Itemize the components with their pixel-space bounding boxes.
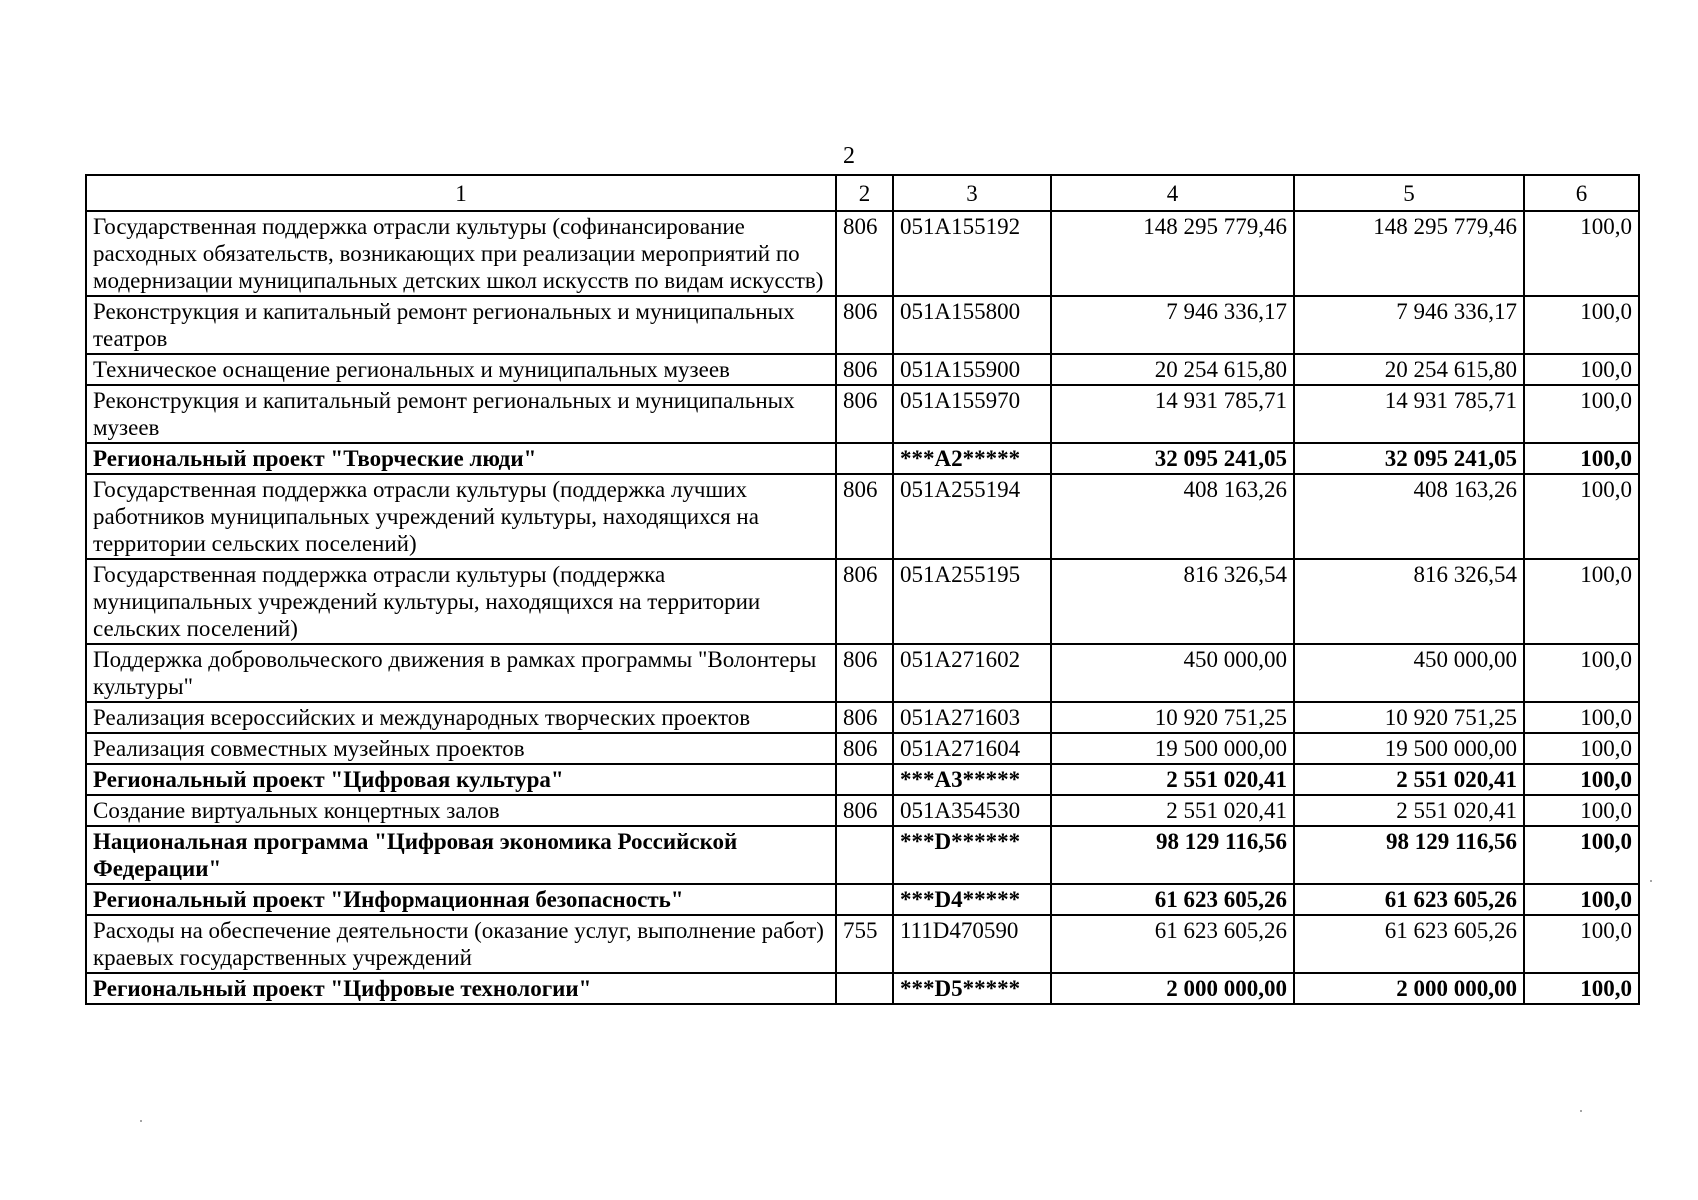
row-amount-plan-cell: 2 000 000,00 [1051, 973, 1294, 1004]
row-name-cell: Государственная поддержка отрасли культуры (поддержка муниципальных учреждений культуры, находящихся на территории сельских поселений) [86, 559, 836, 644]
row-name-cell: Создание виртуальных концертных залов [86, 795, 836, 826]
header-col-5: 5 [1294, 175, 1524, 211]
row-name-cell: Реконструкция и капитальный ремонт региональных и муниципальных музеев [86, 385, 836, 443]
row-amount-fact-cell: 20 254 615,80 [1294, 354, 1524, 385]
table-row [86, 702, 1639, 733]
row-code-cell: 806 [836, 702, 893, 733]
table-row [86, 764, 1639, 795]
row-target-code-cell: 111D470590 [893, 915, 1051, 973]
header-col-3: 3 [893, 175, 1051, 211]
scan-speck [1580, 1110, 1582, 1112]
row-percent-cell: 100,0 [1524, 884, 1639, 915]
row-amount-fact-cell: 19 500 000,00 [1294, 733, 1524, 764]
row-name-cell: Реконструкция и капитальный ремонт региональных и муниципальных театров [86, 296, 836, 354]
row-code-cell: 806 [836, 385, 893, 443]
row-amount-plan-cell: 32 095 241,05 [1051, 443, 1294, 474]
table-row [86, 559, 1639, 644]
row-amount-plan-cell: 816 326,54 [1051, 559, 1294, 644]
row-amount-plan-cell: 408 163,26 [1051, 474, 1294, 559]
row-amount-plan-cell: 61 623 605,26 [1051, 915, 1294, 973]
row-amount-plan-cell: 61 623 605,26 [1051, 884, 1294, 915]
budget-table-body [86, 175, 1639, 1004]
row-code-cell: 806 [836, 296, 893, 354]
table-row [86, 795, 1639, 826]
row-amount-fact-cell: 61 623 605,26 [1294, 884, 1524, 915]
scan-speck [1650, 880, 1652, 882]
row-amount-plan-cell: 19 500 000,00 [1051, 733, 1294, 764]
row-name-cell: Региональный проект "Информационная безопасность" [86, 884, 836, 915]
row-amount-plan-cell: 148 295 779,46 [1051, 211, 1294, 296]
row-target-code-cell: 051А271602 [893, 644, 1051, 702]
row-amount-fact-cell: 14 931 785,71 [1294, 385, 1524, 443]
row-amount-fact-cell: 10 920 751,25 [1294, 702, 1524, 733]
row-percent-cell: 100,0 [1524, 915, 1639, 973]
row-code-cell: 806 [836, 354, 893, 385]
row-amount-fact-cell: 816 326,54 [1294, 559, 1524, 644]
row-amount-fact-cell: 7 946 336,17 [1294, 296, 1524, 354]
row-percent-cell: 100,0 [1524, 644, 1639, 702]
table-row [86, 354, 1639, 385]
row-name-cell: Расходы на обеспечение деятельности (оказание услуг, выполнение работ) краевых государственных учреждений [86, 915, 836, 973]
row-percent-cell: 100,0 [1524, 973, 1639, 1004]
row-name-cell: Техническое оснащение региональных и муниципальных музеев [86, 354, 836, 385]
row-target-code-cell: 051А155800 [893, 296, 1051, 354]
budget-table [85, 174, 1640, 1005]
row-code-cell: 806 [836, 644, 893, 702]
row-code-cell: 806 [836, 474, 893, 559]
header-col-2: 2 [836, 175, 893, 211]
row-amount-plan-cell: 14 931 785,71 [1051, 385, 1294, 443]
row-target-code-cell: 051А155192 [893, 211, 1051, 296]
row-amount-fact-cell: 32 095 241,05 [1294, 443, 1524, 474]
row-amount-plan-cell: 98 129 116,56 [1051, 826, 1294, 884]
row-name-cell: Реализация всероссийских и международных творческих проектов [86, 702, 836, 733]
row-amount-plan-cell: 7 946 336,17 [1051, 296, 1294, 354]
row-amount-plan-cell: 2 551 020,41 [1051, 795, 1294, 826]
row-name-cell: Государственная поддержка отрасли культуры (поддержка лучших работников муниципальных учреждений культуры, находящихся на территории сельских поселений) [86, 474, 836, 559]
row-target-code-cell: 051А155970 [893, 385, 1051, 443]
row-percent-cell: 100,0 [1524, 443, 1639, 474]
row-target-code-cell: 051А271604 [893, 733, 1051, 764]
row-percent-cell: 100,0 [1524, 211, 1639, 296]
row-percent-cell: 100,0 [1524, 733, 1639, 764]
row-code-cell [836, 443, 893, 474]
table-row [86, 973, 1639, 1004]
table-row [86, 443, 1639, 474]
row-amount-fact-cell: 2 551 020,41 [1294, 764, 1524, 795]
row-amount-fact-cell: 148 295 779,46 [1294, 211, 1524, 296]
row-name-cell: Реализация совместных музейных проектов [86, 733, 836, 764]
table-row [86, 296, 1639, 354]
table-row [86, 826, 1639, 884]
row-code-cell [836, 826, 893, 884]
row-percent-cell: 100,0 [1524, 702, 1639, 733]
scan-speck [140, 1120, 142, 1122]
row-target-code-cell: 051А155900 [893, 354, 1051, 385]
row-target-code-cell: ***D****** [893, 826, 1051, 884]
row-amount-fact-cell: 408 163,26 [1294, 474, 1524, 559]
row-target-code-cell: ***D4***** [893, 884, 1051, 915]
row-percent-cell: 100,0 [1524, 354, 1639, 385]
table-row [86, 915, 1639, 973]
row-name-cell: Региональный проект "Цифровая культура" [86, 764, 836, 795]
row-code-cell [836, 764, 893, 795]
row-amount-fact-cell: 2 551 020,41 [1294, 795, 1524, 826]
row-amount-plan-cell: 10 920 751,25 [1051, 702, 1294, 733]
row-percent-cell: 100,0 [1524, 795, 1639, 826]
row-code-cell: 755 [836, 915, 893, 973]
row-amount-plan-cell: 450 000,00 [1051, 644, 1294, 702]
table-row [86, 385, 1639, 443]
row-target-code-cell: 051А255195 [893, 559, 1051, 644]
row-percent-cell: 100,0 [1524, 826, 1639, 884]
row-target-code-cell: 051А255194 [893, 474, 1051, 559]
header-col-4: 4 [1051, 175, 1294, 211]
header-col-6: 6 [1524, 175, 1639, 211]
row-amount-fact-cell: 61 623 605,26 [1294, 915, 1524, 973]
row-amount-fact-cell: 98 129 116,56 [1294, 826, 1524, 884]
row-name-cell: Региональный проект "Творческие люди" [86, 443, 836, 474]
table-row [86, 211, 1639, 296]
table-row [86, 733, 1639, 764]
row-target-code-cell: 051А271603 [893, 702, 1051, 733]
header-col-1: 1 [86, 175, 836, 211]
row-amount-plan-cell: 2 551 020,41 [1051, 764, 1294, 795]
page-number: 2 [843, 143, 855, 169]
row-code-cell: 806 [836, 795, 893, 826]
row-percent-cell: 100,0 [1524, 385, 1639, 443]
row-amount-fact-cell: 2 000 000,00 [1294, 973, 1524, 1004]
table-row [86, 644, 1639, 702]
row-code-cell: 806 [836, 559, 893, 644]
row-target-code-cell: ***D5***** [893, 973, 1051, 1004]
row-amount-plan-cell: 20 254 615,80 [1051, 354, 1294, 385]
table-row [86, 474, 1639, 559]
row-name-cell: Поддержка добровольческого движения в рамках программы "Волонтеры культуры" [86, 644, 836, 702]
row-percent-cell: 100,0 [1524, 474, 1639, 559]
row-target-code-cell: ***А3***** [893, 764, 1051, 795]
row-code-cell: 806 [836, 733, 893, 764]
row-percent-cell: 100,0 [1524, 764, 1639, 795]
row-percent-cell: 100,0 [1524, 559, 1639, 644]
row-name-cell: Региональный проект "Цифровые технологии" [86, 973, 836, 1004]
row-target-code-cell: 051А354530 [893, 795, 1051, 826]
row-name-cell: Национальная программа "Цифровая экономика Российской Федерации" [86, 826, 836, 884]
row-target-code-cell: ***А2***** [893, 443, 1051, 474]
row-code-cell [836, 973, 893, 1004]
table-header-row [86, 175, 1639, 211]
row-percent-cell: 100,0 [1524, 296, 1639, 354]
row-code-cell: 806 [836, 211, 893, 296]
table-row [86, 884, 1639, 915]
row-code-cell [836, 884, 893, 915]
row-amount-fact-cell: 450 000,00 [1294, 644, 1524, 702]
row-name-cell: Государственная поддержка отрасли культуры (софинансирование расходных обязательств, возникающих при реализации мероприятий по модернизации муниципальных детских школ искусств по видам искусств) [86, 211, 836, 296]
